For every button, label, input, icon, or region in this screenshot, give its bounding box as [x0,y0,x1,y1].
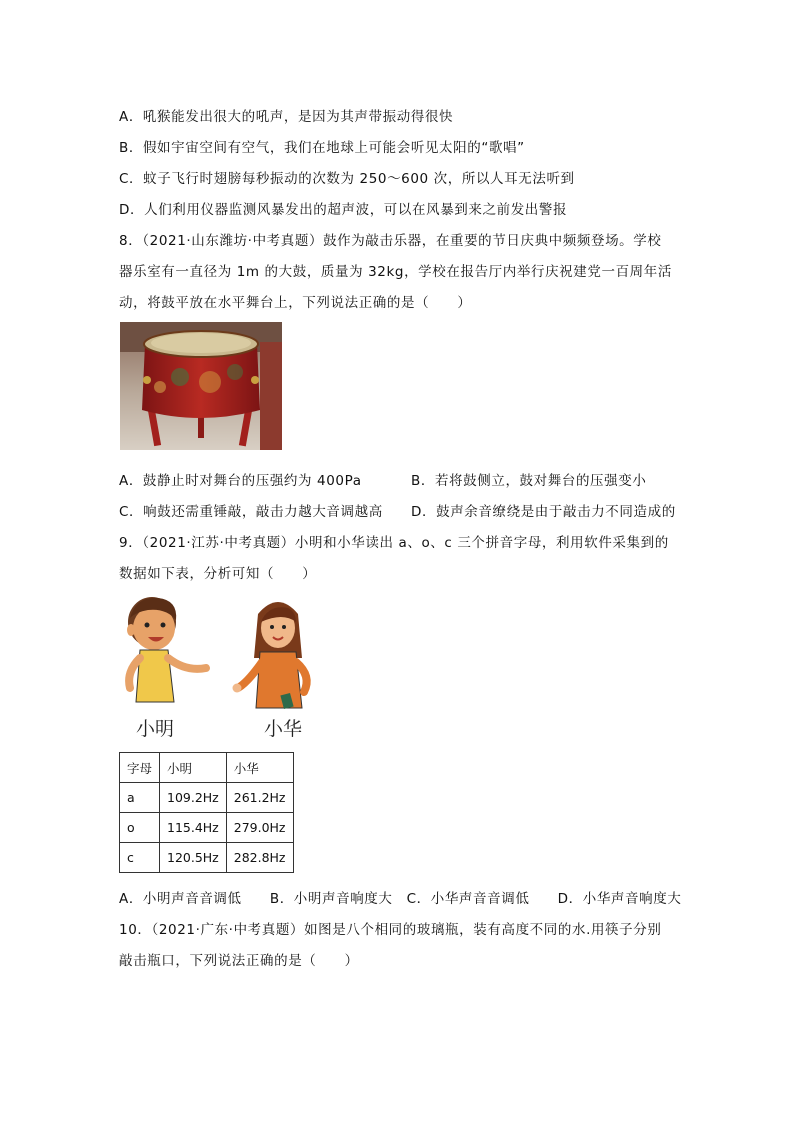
drum-photo [120,322,282,450]
boy-figure [127,597,206,702]
table-row [120,783,294,813]
boy-name-label: 小明 [136,718,175,740]
table-header-cell: 小明 [160,753,227,783]
table-header-cell: 字母 [120,753,160,783]
q9-options: A．小明声音音调低 B．小明声音响度大 C．小华声音音调低 D．小华声音响度大 [119,891,682,907]
table-cell: 120.5Hz [160,843,227,873]
q10-stem-line1: 10．（2021·广东·中考真题）如图是八个相同的玻璃瓶，装有高度不同的水.用筷子分别 [119,922,662,938]
table-cell: 279.0Hz [226,813,293,843]
q7-option-b: B．假如宇宙空间有空气，我们在地球上可能会听见太阳的“歌唱” [119,140,525,156]
q7-option-c: C．蚊子飞行时翅膀每秒振动的次数为 250～600 次，所以人耳无法听到 [119,171,575,187]
q8-stem-line3: 动，将鼓平放在水平舞台上，下列说法正确的是（ ） [119,295,472,311]
q8-option-b: B．若将鼓侧立，鼓对舞台的压强变小 [411,473,647,489]
pitch-data-table [119,752,294,873]
students-illustration [118,592,328,742]
q7-option-a: A．吼猴能发出很大的吼声，是因为其声带振动得很快 [119,109,454,125]
q8-options-row1 [119,469,679,489]
q8-option-c: C．响鼓还需重锤敲，敲击力越大音调越高 [119,504,383,520]
table-header-row [120,753,294,783]
girl-name-label: 小华 [264,718,303,740]
table-cell: a [120,783,160,813]
q9-stem-line2: 数据如下表，分析可知（ ） [119,566,317,582]
table-cell: 109.2Hz [160,783,227,813]
q8-option-d: D．鼓声余音缭绕是由于敲击力不同造成的 [411,504,676,520]
q7-option-d: D．人们利用仪器监测风暴发出的超声波，可以在风暴到来之前发出警报 [119,202,568,218]
table-header-cell: 小华 [226,753,293,783]
table-row [120,813,294,843]
girl-figure [233,602,307,709]
table-row [120,843,294,873]
students-drawing [118,592,328,717]
q8-stem-line1: 8．（2021·山东潍坊·中考真题）鼓作为敲击乐器，在重要的节日庆典中频频登场。学校 [119,233,662,249]
table-cell: c [120,843,160,873]
table-cell: 261.2Hz [226,783,293,813]
q9-stem-line1: 9．（2021·江苏·中考真题）小明和小华读出 a、o、c 三个拼音字母，利用软件采集到的 [119,535,669,551]
table-cell: o [120,813,160,843]
q10-stem-line2: 敲击瓶口，下列说法正确的是（ ） [119,953,359,969]
q8-option-a: A．鼓静止时对舞台的压强约为 400Pa [119,473,362,489]
q8-options-row2 [119,500,679,520]
q8-stem-line2: 器乐室有一直径为 1m 的大鼓，质量为 32kg，学校在报告厅内举行庆祝建党一百周年活 [119,264,672,280]
table-cell: 115.4Hz [160,813,227,843]
table-cell: 282.8Hz [226,843,293,873]
